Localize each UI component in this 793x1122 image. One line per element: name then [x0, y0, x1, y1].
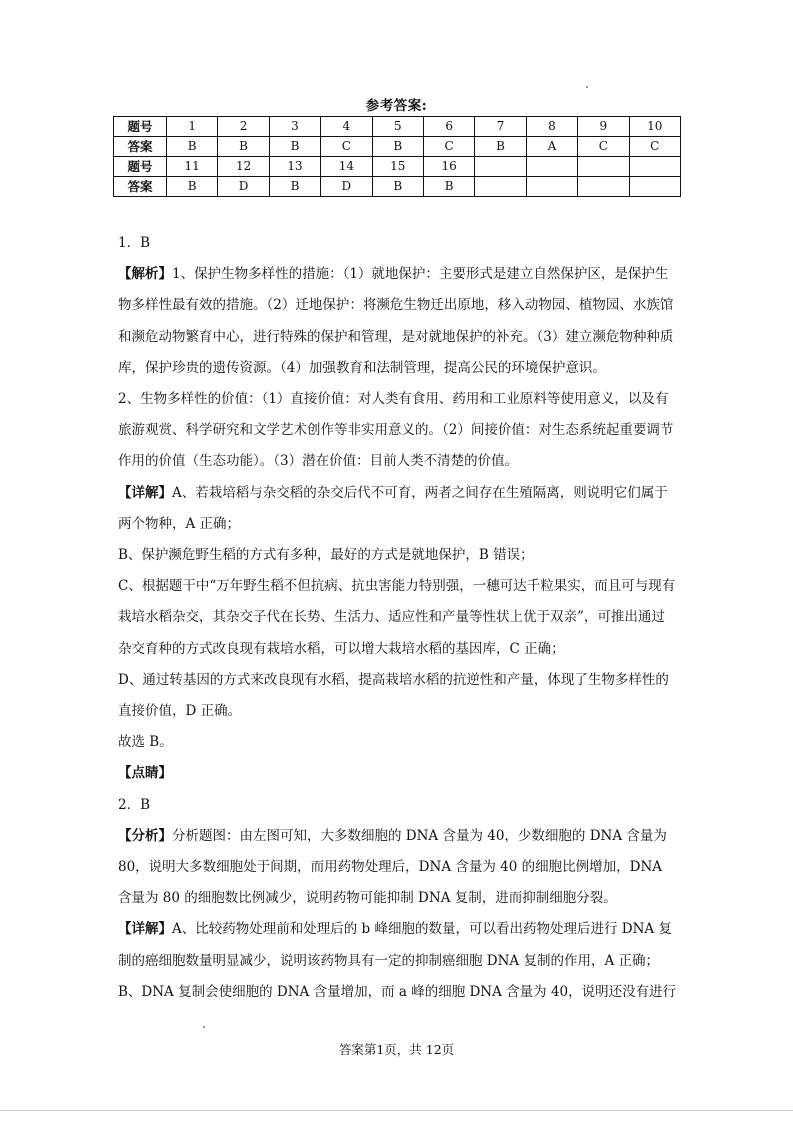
answer-table-cell: B [269, 137, 320, 157]
answer-paragraph [118, 665, 678, 727]
answer-table-cell: 4 [321, 117, 372, 137]
section-label: 【详解】 [118, 921, 172, 938]
answer-table-cell: C [629, 137, 680, 157]
paragraph-text: D、通过转基因的方式来改良现有水稻，提高栽培水稻的抗逆性和产量，体现了生物多样性的直接价值，D 正确。 [118, 671, 669, 720]
scan-speck [203, 1026, 205, 1028]
paragraph-text: B、DNA 复制会使细胞的 DNA 含量增加，而 a 峰的细胞 DNA 含量为 40，说明还没有进行 [118, 983, 677, 1000]
paragraph-text: 故选 B。 [118, 734, 173, 751]
answer-table-row [114, 157, 681, 177]
answer-paragraph [118, 478, 678, 540]
answer-paragraph [118, 228, 678, 259]
answer-table-cell: B [423, 177, 474, 197]
answer-table-cell: D [218, 177, 269, 197]
answer-table-cell [578, 157, 629, 177]
page-title: 参考答案: [365, 98, 428, 114]
paragraph-text: 2、生物多样性的价值：（1）直接价值：对人类有食用、药用和工业原料等使用意义，以及有旅游观赏、科学研究和文学艺术创作等非实用意义的。（2）间接价值：对生态系统起重要调节作用的价值（生态功能）。（3）潜在价值：目前人类不清楚的价值。 [118, 391, 674, 470]
answer-paragraph [118, 259, 678, 384]
answer-table-row [114, 137, 681, 157]
answer-paragraph [118, 914, 678, 976]
answer-table-cell: B [372, 177, 423, 197]
paragraph-text: A、比较药物处理前和处理后的 b 峰细胞的数量，可以看出药物处理后进行 DNA 复制的癌细胞数量明显减少，说明该药物具有一定的抑制癌细胞 DNA 复制的作用，A 正确； [118, 921, 672, 969]
answer-table-row [114, 117, 681, 137]
answer-table-cell: B [218, 137, 269, 157]
answer-table-cell: B [167, 137, 218, 157]
paragraph-text: 2．B [118, 796, 151, 813]
answer-table-cell: 9 [578, 117, 629, 137]
paragraph-text: 1．B [118, 235, 151, 251]
answer-table-cell [629, 157, 680, 177]
answer-table-cell: C [578, 137, 629, 157]
row-header-cell: 答案 [114, 137, 167, 157]
answer-table-cell: 16 [423, 157, 474, 177]
page-footer: 答案第1页，共 12页 [338, 1042, 455, 1057]
answer-paragraph [118, 758, 678, 789]
answer-table-cell: B [475, 137, 526, 157]
scan-speck [586, 86, 588, 88]
paragraph-text: 1、保护生物多样性的措施：（1）就地保护：主要形式是建立自然保护区，是保护生物多样性最有效的措施。（2）迁地保护：将濒危生物迁出原地，移入动物园、植物园、水族馆和濒危动物繁育中心，进行特殊的保护和管理，是对就地保护的补充。（3）建立濒危物种种质库，保护珍贵的遗传资源。（4）加强教育和法制管理，提高公民的环境保护意识。 [118, 266, 674, 376]
answer-paragraph [118, 821, 678, 915]
answer-table-cell: 15 [372, 157, 423, 177]
paragraph-text: A、若栽培稻与杂交稻的杂交后代不可育，两者之间存在生殖隔离，则说明它们属于两个物种，A 正确； [118, 484, 668, 532]
answer-table-cell: 5 [372, 117, 423, 137]
answer-table-cell: B [372, 137, 423, 157]
answer-table-cell: 6 [423, 117, 474, 137]
answer-table [113, 116, 681, 197]
answer-table-cell: 12 [218, 157, 269, 177]
answer-paragraph [118, 540, 678, 571]
answer-table-cell: C [321, 137, 372, 157]
answer-table-cell: 14 [321, 157, 372, 177]
answer-table-cell [526, 157, 577, 177]
answer-table-cell: 1 [167, 117, 218, 137]
answer-table-cell: 10 [629, 117, 680, 137]
answer-table-cell: B [269, 177, 320, 197]
answer-table-cell: 2 [218, 117, 269, 137]
answer-table-cell: 13 [269, 157, 320, 177]
answer-table-cell [526, 177, 577, 197]
section-label: 【详解】 [118, 484, 172, 501]
answer-table-cell [629, 177, 680, 197]
row-header-cell: 题号 [114, 157, 167, 177]
answer-paragraph [118, 727, 678, 758]
answer-table-cell: 8 [526, 117, 577, 137]
paragraph-text: 分析题图：由左图可知，大多数细胞的 DNA 含量为 40，少数细胞的 DNA 含量为80，说明大多数细胞处于间期，而用药物处理后，DNA 含量为 40 的细胞比例增加，DNA 含量为 80 的细胞数比例减少，说明药物可能抑制 DNA 复制，进而抑制细胞分裂。 [118, 827, 667, 907]
row-header-cell: 题号 [114, 117, 167, 137]
answer-table-cell [578, 177, 629, 197]
answer-paragraph [118, 571, 678, 665]
answer-table-row [114, 177, 681, 197]
answer-table-cell [475, 177, 526, 197]
answer-table-cell: 7 [475, 117, 526, 137]
answer-table-cell [475, 157, 526, 177]
answer-table-cell: A [526, 137, 577, 157]
answer-table-cell: B [167, 177, 218, 197]
answer-table-cell: 11 [167, 157, 218, 177]
section-label: 【点睛】 [118, 765, 172, 782]
answer-content [118, 228, 678, 1008]
row-header-cell: 答案 [114, 177, 167, 197]
paragraph-text: C、根据题干中“万年野生稻不但抗病、抗虫害能力特别强，一穗可达千粒果实，而且可与现有栽培水稻杂交，其杂交子代在长势、生活力、适应性和产量等性状上优于双亲”，可推出通过杂交育种的方式改良现有栽培水稻，可以增大栽培水稻的基因库，C 正确； [118, 578, 676, 657]
answer-table-cell: C [423, 137, 474, 157]
page-bottom-rule [0, 1110, 793, 1111]
answer-paragraph [118, 384, 678, 478]
section-label: 【解析】 [118, 266, 172, 283]
answer-table-cell: 3 [269, 117, 320, 137]
answer-table-cell: D [321, 177, 372, 197]
paragraph-text: B、保护濒危野生稻的方式有多种，最好的方式是就地保护，B 错误； [118, 547, 534, 564]
answer-paragraph [118, 790, 678, 821]
section-label: 【分析】 [118, 827, 172, 844]
answer-paragraph [118, 977, 678, 1008]
